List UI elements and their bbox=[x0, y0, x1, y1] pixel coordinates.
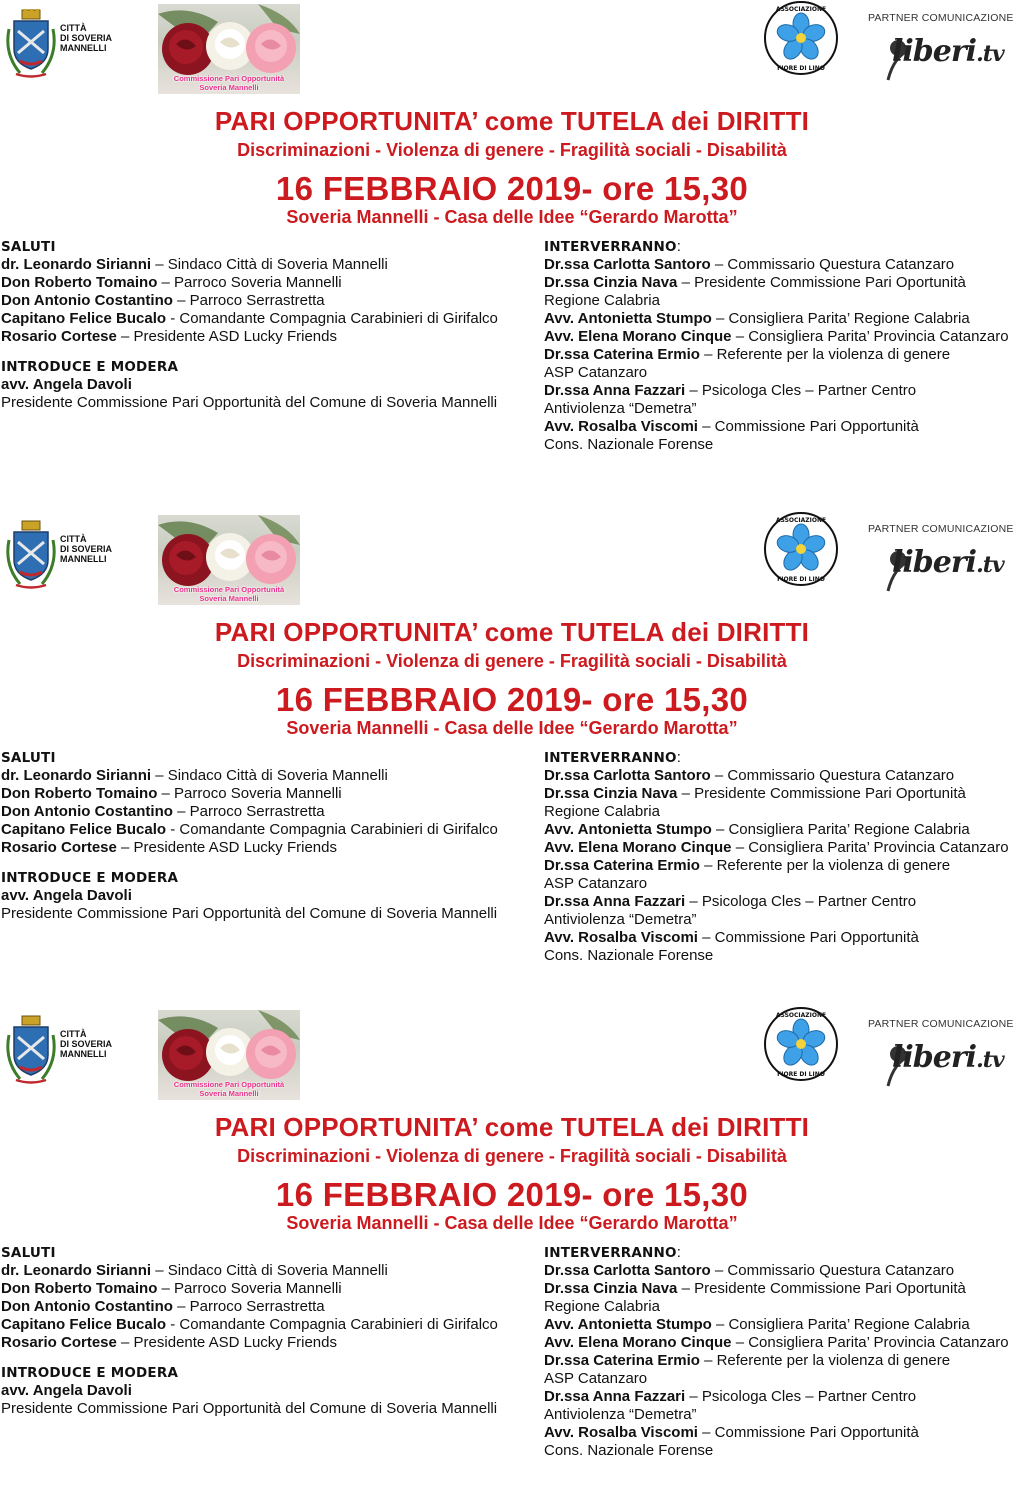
speaker-item-cont: ASP Catanzaro bbox=[544, 875, 648, 892]
saluti-heading: SALUTI bbox=[1, 750, 56, 766]
speaker-item: Dr.ssa Carlotta Santoro – Commissario Questura Catanzaro bbox=[544, 256, 955, 273]
fiore-bottom-text: FIORE DI LINO bbox=[777, 1071, 825, 1078]
city-crest-icon bbox=[6, 9, 56, 79]
saluti-item: Capitano Felice Bucalo - Comandante Compagnia Carabinieri di Girifalco bbox=[1, 310, 498, 327]
partner-label: PARTNER COMUNICAZIONE bbox=[868, 12, 1014, 24]
saluti-item: Don Antonio Costantino – Parroco Serrastretta bbox=[1, 292, 325, 309]
roses-caption: Commissione Pari Opportunità Soveria Mannelli bbox=[173, 1080, 285, 1098]
city-crest-icon bbox=[6, 1015, 56, 1085]
right-column bbox=[544, 238, 1024, 454]
event-title: PARI OPPORTUNITA’ come TUTELA dei DIRITTI bbox=[214, 106, 810, 136]
moderator-name: avv. Angela Davoli bbox=[1, 887, 132, 904]
fiore-top-text: ASSOCIAZIONE bbox=[775, 6, 827, 13]
speaker-item: Avv. Elena Morano Cinque – Consigliera Parita’ Provincia Catanzaro bbox=[544, 839, 1009, 856]
saluti-item: Rosario Cortese – Presidente ASD Lucky Friends bbox=[1, 839, 337, 856]
event-venue: Soveria Mannelli - Casa delle Idee “Gerardo Marotta” bbox=[286, 718, 738, 738]
flyer-1 bbox=[0, 0, 1024, 486]
speaker-item: Avv. Rosalba Viscomi – Commissione Pari Opportunità bbox=[544, 929, 919, 946]
fiore-top-text: ASSOCIAZIONE bbox=[775, 1012, 827, 1019]
speaker-item: Avv. Rosalba Viscomi – Commissione Pari Opportunità bbox=[544, 1424, 919, 1441]
event-date: 16 FEBBRAIO 2019- ore 15,30 bbox=[275, 1176, 749, 1213]
speaker-item-cont: Antiviolenza “Demetra” bbox=[544, 400, 697, 417]
right-column bbox=[544, 749, 1024, 965]
partner-label: PARTNER COMUNICAZIONE bbox=[868, 1018, 1014, 1030]
event-venue: Soveria Mannelli - Casa delle Idee “Gerardo Marotta” bbox=[286, 1213, 738, 1233]
city-crest-icon bbox=[6, 520, 56, 590]
saluti-item: Capitano Felice Bucalo - Comandante Compagnia Carabinieri di Girifalco bbox=[1, 1316, 498, 1333]
liberi-brand: liberi.tv bbox=[892, 1040, 1004, 1075]
saluti-item: dr. Leonardo Sirianni – Sindaco Città di Soveria Mannelli bbox=[1, 767, 388, 784]
roses-image bbox=[158, 515, 300, 605]
event-subtitle: Discriminazioni - Violenza di genere - Fragilità sociali - Disabilità bbox=[237, 651, 787, 671]
event-title: PARI OPPORTUNITA’ come TUTELA dei DIRITTI bbox=[214, 1112, 810, 1142]
saluti-item: dr. Leonardo Sirianni – Sindaco Città di Soveria Mannelli bbox=[1, 1262, 388, 1279]
speaker-item: Dr.ssa Caterina Ermio – Referente per la violenza di genere bbox=[544, 346, 951, 363]
left-column bbox=[1, 1244, 541, 1418]
speaker-item: Avv. Antonietta Stumpo – Consigliera Parita’ Regione Calabria bbox=[544, 821, 970, 838]
speaker-item-cont: Antiviolenza “Demetra” bbox=[544, 911, 697, 928]
event-subtitle: Discriminazioni - Violenza di genere - Fragilità sociali - Disabilità bbox=[237, 1146, 787, 1166]
fiore-bottom-text: FIORE DI LINO bbox=[777, 576, 825, 583]
roses-caption: Commissione Pari Opportunità Soveria Mannelli bbox=[173, 585, 285, 603]
moderator-role: Presidente Commissione Pari Opportunità del Comune di Soveria Mannelli bbox=[1, 905, 498, 922]
speakers-heading: INTERVERRANNO: bbox=[544, 749, 681, 766]
moderator-role: Presidente Commissione Pari Opportunità del Comune di Soveria Mannelli bbox=[1, 1400, 498, 1417]
city-logo bbox=[6, 1015, 116, 1085]
fiore-di-lino-logo bbox=[763, 1006, 839, 1082]
speaker-item: Dr.ssa Cinzia Nava – Presidente Commissione Pari Oportunità bbox=[544, 274, 966, 291]
speaker-item-cont: Regione Calabria bbox=[544, 292, 660, 309]
speakers-heading: INTERVERRANNO: bbox=[544, 1244, 681, 1261]
event-subtitle: Discriminazioni - Violenza di genere - Fragilità sociali - Disabilità bbox=[237, 140, 787, 160]
moderator-name: avv. Angela Davoli bbox=[1, 1382, 132, 1399]
speaker-item-cont: Antiviolenza “Demetra” bbox=[544, 1406, 697, 1423]
saluti-item: Capitano Felice Bucalo - Comandante Compagnia Carabinieri di Girifalco bbox=[1, 821, 498, 838]
saluti-item: Don Antonio Costantino – Parroco Serrastretta bbox=[1, 803, 325, 820]
speaker-item-cont: Cons. Nazionale Forense bbox=[544, 1442, 714, 1459]
speaker-item-cont: ASP Catanzaro bbox=[544, 364, 648, 381]
saluti-item: Don Antonio Costantino – Parroco Serrastretta bbox=[1, 1298, 325, 1315]
roses-caption: Commissione Pari Opportunità Soveria Mannelli bbox=[173, 74, 285, 92]
speaker-item: Avv. Elena Morano Cinque – Consigliera Parita’ Provincia Catanzaro bbox=[544, 1334, 1009, 1351]
saluti-heading: SALUTI bbox=[1, 1245, 56, 1261]
partner-label: PARTNER COMUNICAZIONE bbox=[868, 523, 1014, 535]
moderator-heading: INTRODUCE E MODERA bbox=[1, 359, 179, 375]
speaker-item: Avv. Elena Morano Cinque – Consigliera Parita’ Provincia Catanzaro bbox=[544, 328, 1009, 345]
moderator-role: Presidente Commissione Pari Opportunità del Comune di Soveria Mannelli bbox=[1, 394, 498, 411]
liberi-brand: liberi.tv bbox=[892, 34, 1004, 69]
speaker-item: Dr.ssa Anna Fazzari – Psicologa Cles – Partner Centro bbox=[544, 382, 917, 399]
event-title: PARI OPPORTUNITA’ come TUTELA dei DIRITTI bbox=[214, 617, 810, 647]
speaker-item: Dr.ssa Anna Fazzari – Psicologa Cles – Partner Centro bbox=[544, 1388, 917, 1405]
roses-image bbox=[158, 1010, 300, 1100]
speaker-item: Avv. Antonietta Stumpo – Consigliera Parita’ Regione Calabria bbox=[544, 1316, 970, 1333]
city-logo bbox=[6, 520, 116, 590]
speaker-item: Dr.ssa Cinzia Nava – Presidente Commissione Pari Oportunità bbox=[544, 1280, 966, 1297]
speaker-item-cont: Cons. Nazionale Forense bbox=[544, 436, 714, 453]
saluti-heading: SALUTI bbox=[1, 239, 56, 255]
moderator-heading: INTRODUCE E MODERA bbox=[1, 1365, 179, 1381]
event-venue: Soveria Mannelli - Casa delle Idee “Gerardo Marotta” bbox=[286, 207, 738, 227]
flyer-3 bbox=[0, 1006, 1024, 1492]
speaker-item-cont: ASP Catanzaro bbox=[544, 1370, 648, 1387]
liberi-tv-logo bbox=[862, 1016, 1022, 1086]
saluti-item: Don Roberto Tomaino – Parroco Soveria Mannelli bbox=[1, 274, 342, 291]
moderator-name: avv. Angela Davoli bbox=[1, 376, 132, 393]
right-column bbox=[544, 1244, 1024, 1460]
speaker-item: Avv. Rosalba Viscomi – Commissione Pari Opportunità bbox=[544, 418, 919, 435]
left-column bbox=[1, 749, 541, 923]
liberi-tv-logo bbox=[862, 521, 1022, 591]
saluti-item: Rosario Cortese – Presidente ASD Lucky Friends bbox=[1, 328, 337, 345]
liberi-brand: liberi.tv bbox=[892, 545, 1004, 580]
city-name: CITTÀ DI SOVERIA MANNELLI bbox=[60, 23, 113, 53]
flyer-2 bbox=[0, 511, 1024, 997]
speaker-item: Dr.ssa Carlotta Santoro – Commissario Questura Catanzaro bbox=[544, 767, 955, 784]
event-date: 16 FEBBRAIO 2019- ore 15,30 bbox=[275, 681, 749, 718]
city-name: CITTÀ DI SOVERIA MANNELLI bbox=[60, 534, 113, 564]
speaker-item: Dr.ssa Caterina Ermio – Referente per la violenza di genere bbox=[544, 857, 951, 874]
fiore-di-lino-logo bbox=[763, 511, 839, 587]
speaker-item-cont: Regione Calabria bbox=[544, 803, 660, 820]
fiore-di-lino-logo bbox=[763, 0, 839, 76]
liberi-tv-logo bbox=[862, 10, 1022, 80]
city-logo bbox=[6, 9, 116, 79]
speaker-item: Avv. Antonietta Stumpo – Consigliera Parita’ Regione Calabria bbox=[544, 310, 970, 327]
saluti-item: Rosario Cortese – Presidente ASD Lucky Friends bbox=[1, 1334, 337, 1351]
event-date: 16 FEBBRAIO 2019- ore 15,30 bbox=[275, 170, 749, 207]
speaker-item-cont: Cons. Nazionale Forense bbox=[544, 947, 714, 964]
speaker-item-cont: Regione Calabria bbox=[544, 1298, 660, 1315]
moderator-heading: INTRODUCE E MODERA bbox=[1, 870, 179, 886]
saluti-item: Don Roberto Tomaino – Parroco Soveria Mannelli bbox=[1, 1280, 342, 1297]
flower-icon bbox=[763, 511, 839, 587]
speaker-item: Dr.ssa Caterina Ermio – Referente per la violenza di genere bbox=[544, 1352, 951, 1369]
fiore-bottom-text: FIORE DI LINO bbox=[777, 65, 825, 72]
saluti-item: Don Roberto Tomaino – Parroco Soveria Mannelli bbox=[1, 785, 342, 802]
saluti-item: dr. Leonardo Sirianni – Sindaco Città di Soveria Mannelli bbox=[1, 256, 388, 273]
left-column bbox=[1, 238, 541, 412]
speaker-item: Dr.ssa Cinzia Nava – Presidente Commissione Pari Oportunità bbox=[544, 785, 966, 802]
flower-icon bbox=[763, 1006, 839, 1082]
fiore-top-text: ASSOCIAZIONE bbox=[775, 517, 827, 524]
speaker-item: Dr.ssa Anna Fazzari – Psicologa Cles – Partner Centro bbox=[544, 893, 917, 910]
speakers-heading: INTERVERRANNO: bbox=[544, 238, 681, 255]
flower-icon bbox=[763, 0, 839, 76]
roses-image bbox=[158, 4, 300, 94]
city-name: CITTÀ DI SOVERIA MANNELLI bbox=[60, 1029, 113, 1059]
speaker-item: Dr.ssa Carlotta Santoro – Commissario Questura Catanzaro bbox=[544, 1262, 955, 1279]
